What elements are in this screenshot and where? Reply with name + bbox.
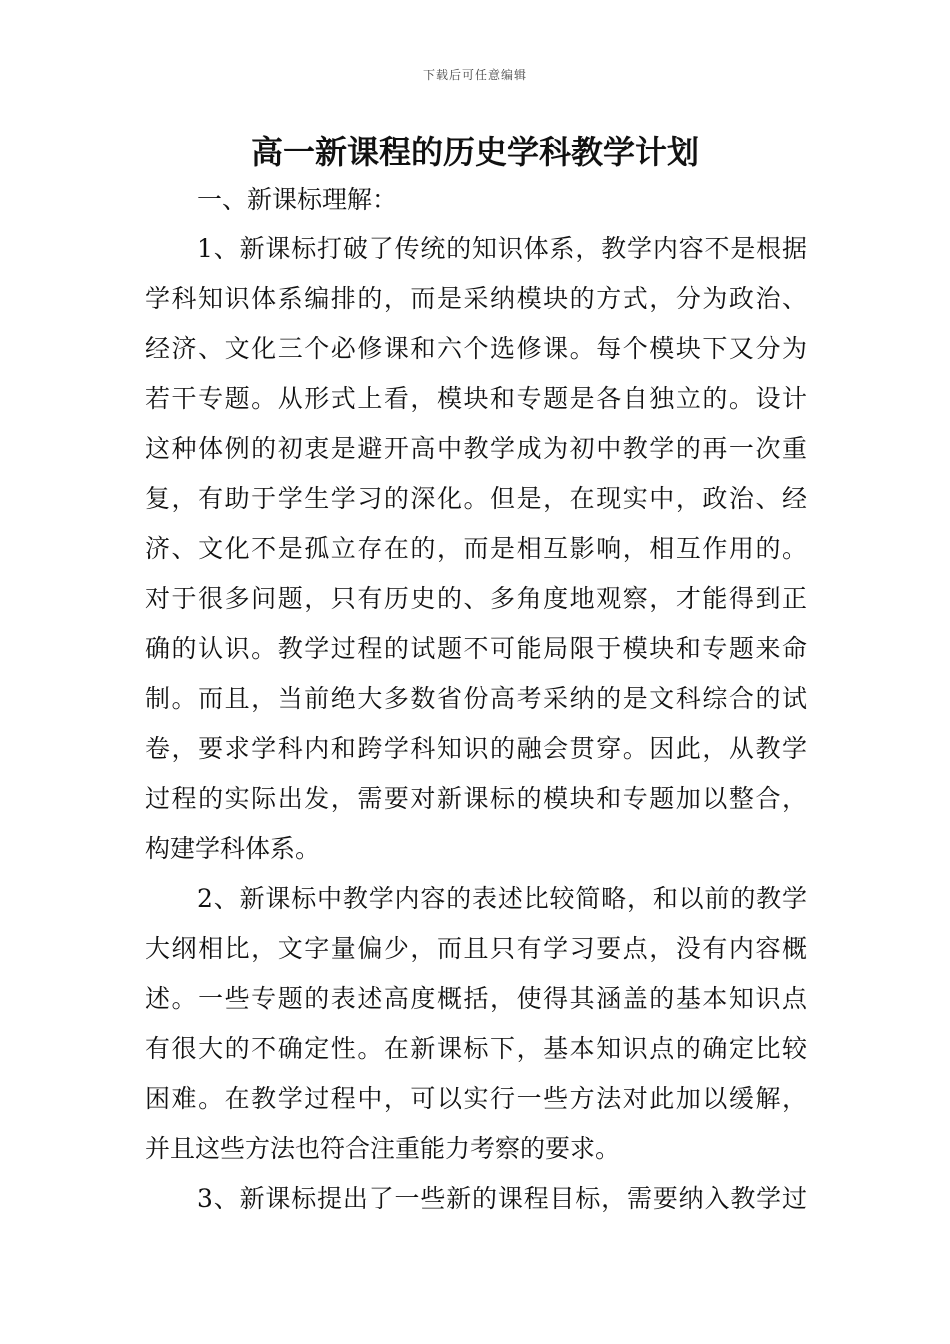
text-line: 确的认识。教学过程的试题不可能局限于模块和专题来命 [145, 634, 807, 663]
text-line: 并且这些方法也符合注重能力考察的要求。 [145, 1134, 621, 1163]
section-heading: 一、新课标理解： [197, 185, 398, 214]
text-line: 制。而且，当前绝大多数省份高考采纳的是文科综合的试 [145, 684, 807, 713]
text-line: 2、新课标中教学内容的表述比较简略，和以前的教学 [197, 884, 807, 913]
text-line: 有很大的不确定性。在新课标下，基本知识点的确定比较 [145, 1034, 807, 1063]
text-line: 述。一些专题的表述高度概括，使得其涵盖的基本知识点 [145, 984, 807, 1013]
text-line: 经济、文化三个必修课和六个选修课。每个模块下又分为 [145, 334, 807, 363]
text-line: 若干专题。从形式上看，模块和专题是各自独立的。设计 [145, 384, 807, 413]
header-note: 下载后可任意编辑 [422, 68, 527, 82]
text-line: 大纲相比，文字量偏少，而且只有学习要点，没有内容概 [145, 934, 807, 963]
text-line: 复，有助于学生学习的深化。但是，在现实中，政治、经 [145, 484, 807, 513]
paragraph-1 [145, 224, 807, 874]
document-body [145, 176, 807, 1224]
text-line: 1、新课标打破了传统的知识体系，教学内容不是根据 [197, 234, 807, 263]
paragraph-2 [145, 874, 807, 1174]
text-line: 对于很多问题，只有历史的、多角度地观察，才能得到正 [145, 584, 807, 613]
text-line: 这种体例的初衷是避开高中教学成为初中教学的再一次重 [145, 434, 807, 463]
text-line: 困难。在教学过程中，可以实行一些方法对此加以缓解， [145, 1084, 807, 1113]
text-line: 过程的实际出发，需要对新课标的模块和专题加以整合， [145, 784, 807, 813]
paragraph-3 [145, 1174, 807, 1224]
text-line: 济、文化不是孤立存在的，而是相互影响，相互作用的。 [145, 534, 807, 563]
text-line: 构建学科体系。 [145, 834, 321, 863]
text-line: 学科知识体系编排的，而是采纳模块的方式，分为政治、 [145, 284, 807, 313]
text-line: 卷，要求学科内和跨学科知识的融会贯穿。因此，从教学 [145, 734, 807, 763]
document-title: 高一新课程的历史学科教学计划 [250, 133, 699, 171]
text-line: 3、新课标提出了一些新的课程目标，需要纳入教学过 [197, 1184, 807, 1213]
